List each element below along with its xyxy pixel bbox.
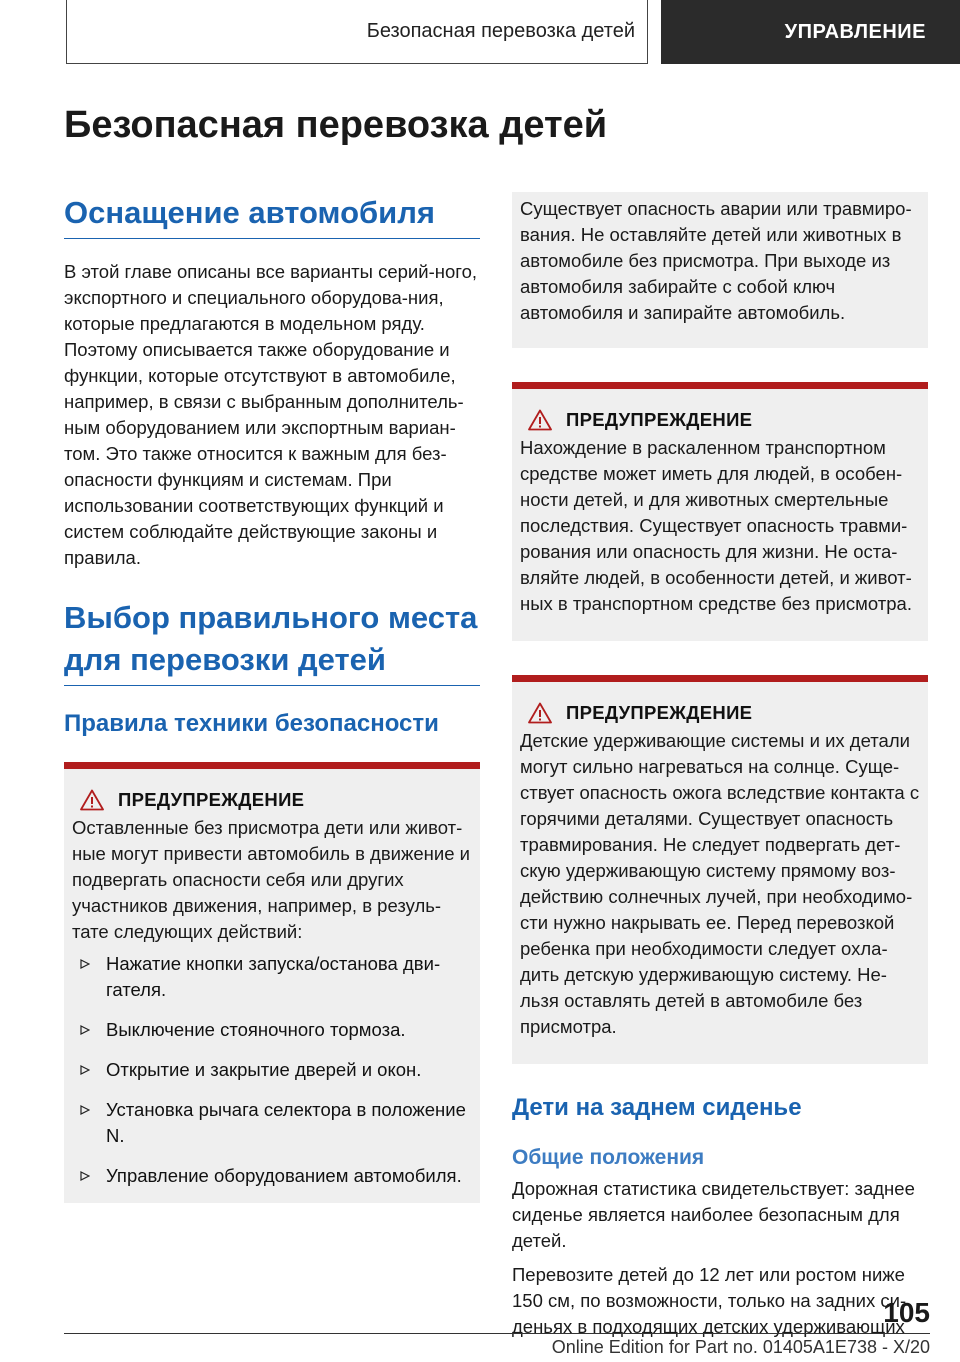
list-item: [72, 1097, 472, 1149]
paragraph-general-1: Дорожная статистика свидетельствует: заднее сиденье является наиболее безопасным для детей.: [512, 1178, 915, 1251]
list-item-text: Выключение стояночного тормоза.: [106, 1019, 406, 1040]
warning-text: Оставленные без присмотра дети или живот-ные могут привести автомобиль в движение и подвергать опасности себя или других участников движения, например, в резуль-тате следующих действий:: [72, 817, 470, 942]
heading-safety-rules: Правила техники безопасности: [64, 710, 439, 737]
list-item-text: Нажатие кнопки запуска/останова дви-гателя.: [106, 953, 441, 1000]
triangle-bullet-icon: [80, 1065, 90, 1075]
warning-box-hot-seat: [512, 675, 928, 1064]
warning-title-text: ПРЕДУПРЕЖДЕНИЕ: [566, 409, 753, 430]
warning-title-text: ПРЕДУПРЕЖДЕНИЕ: [118, 789, 305, 810]
left-column: [64, 192, 480, 1203]
paragraph-equipment: В этой главе описаны все варианты серий-ного, экспортного и специального оборудова-ния, которые предлагаются в модельном ряду. Поэтому описывается также оборудование и функции, которые отсутствуют в автомобиле, например, в связи с выбранным дополнитель-ным оборудованием или экспортным вариан-том. Это также относится к важным для без-опасности функциям и системам. При использовании соответствующих функций и систем соблюдайте действующие законы и правила.: [64, 261, 478, 568]
header-section-title: [66, 0, 648, 64]
warning-title: [520, 702, 920, 724]
page-title: Безопасная перевозка детей: [64, 104, 608, 146]
warning-box-continued: [512, 192, 928, 348]
footer-edition: Online Edition for Part no. 01405A1E738 - X/20: [551, 1337, 930, 1357]
warning-title: [520, 409, 920, 431]
warning-triangle-icon: [528, 702, 552, 724]
header-chapter: [661, 0, 960, 64]
paragraph-general-2: Перевозите детей до 12 лет или ростом ниже 150 см, по возможности, только на задних си-деньях в подходящих детских удерживающих: [512, 1264, 907, 1337]
list-item: [72, 1163, 472, 1189]
header-chapter-text: УПРАВЛЕНИЕ: [784, 20, 926, 43]
triangle-bullet-icon: [80, 1171, 90, 1181]
heading-rear-seat: Дети на заднем сиденье: [512, 1094, 802, 1121]
list-item-text: Установка рычага селектора в положение N.: [106, 1099, 466, 1146]
heading-choice-seat: Выбор правильного места для перевозки детей: [64, 597, 480, 686]
list-item-text: Открытие и закрытие дверей и окон.: [106, 1059, 422, 1080]
heading-equipment: Оснащение автомобиля: [64, 192, 480, 239]
triangle-bullet-icon: [80, 1025, 90, 1035]
warning-text: Нахождение в раскаленном транспортном средстве может иметь для людей, в особен-ности детей, и для животных смертельные последствия. Существует опасность травми-рования или опасность для жизни. Не оста-вляйте людей, в особенности детей, и живот-ных в транспортном средстве без присмотра.: [520, 437, 912, 614]
triangle-bullet-icon: [80, 1105, 90, 1115]
warning-action-list: [72, 951, 472, 1189]
list-item: [72, 1057, 472, 1083]
warning-title: [72, 789, 472, 811]
warning-box-unattended: [64, 762, 480, 1203]
warning-triangle-icon: [528, 409, 552, 431]
warning-box-hot-vehicle: [512, 382, 928, 641]
footer-divider: [64, 1333, 930, 1334]
warning-triangle-icon: [80, 789, 104, 811]
warning-text: Детские удерживающие системы и их детали могут сильно нагреваться на солнце. Суще-ствует опасность ожога вследствие контакта с горячими деталями. Существует опасность травмирования. Не следует подвергать дет-скую удерживающую систему прямому воз-действию солнечных лучей, при необходимо-сти нужно накрывать ее. Перед перевозкой ребенка при необходимости следует охла-дить детскую удерживающую систему. Не-льзя оставлять детей в автомобиле без присмотра.: [520, 730, 920, 1037]
header-section-title-text: Безопасная перевозка детей: [366, 20, 635, 42]
triangle-bullet-icon: [80, 959, 90, 969]
right-column: [512, 192, 928, 1340]
list-item: [72, 1017, 472, 1043]
list-item-text: Управление оборудованием автомобиля.: [106, 1165, 462, 1186]
continued-warning-text: Существует опасность аварии или травмиро-вания. Не оставляйте детей или животных в автомобиле без присмотра. При выходе из автомобиля забирайте с собой ключ автомобиля и запирайте автомобиль.: [520, 198, 912, 323]
page-number: 105: [883, 1297, 930, 1328]
warning-title-text: ПРЕДУПРЕЖДЕНИЕ: [566, 702, 753, 723]
heading-general: Общие положения: [512, 1146, 705, 1169]
list-item: [72, 951, 472, 1003]
